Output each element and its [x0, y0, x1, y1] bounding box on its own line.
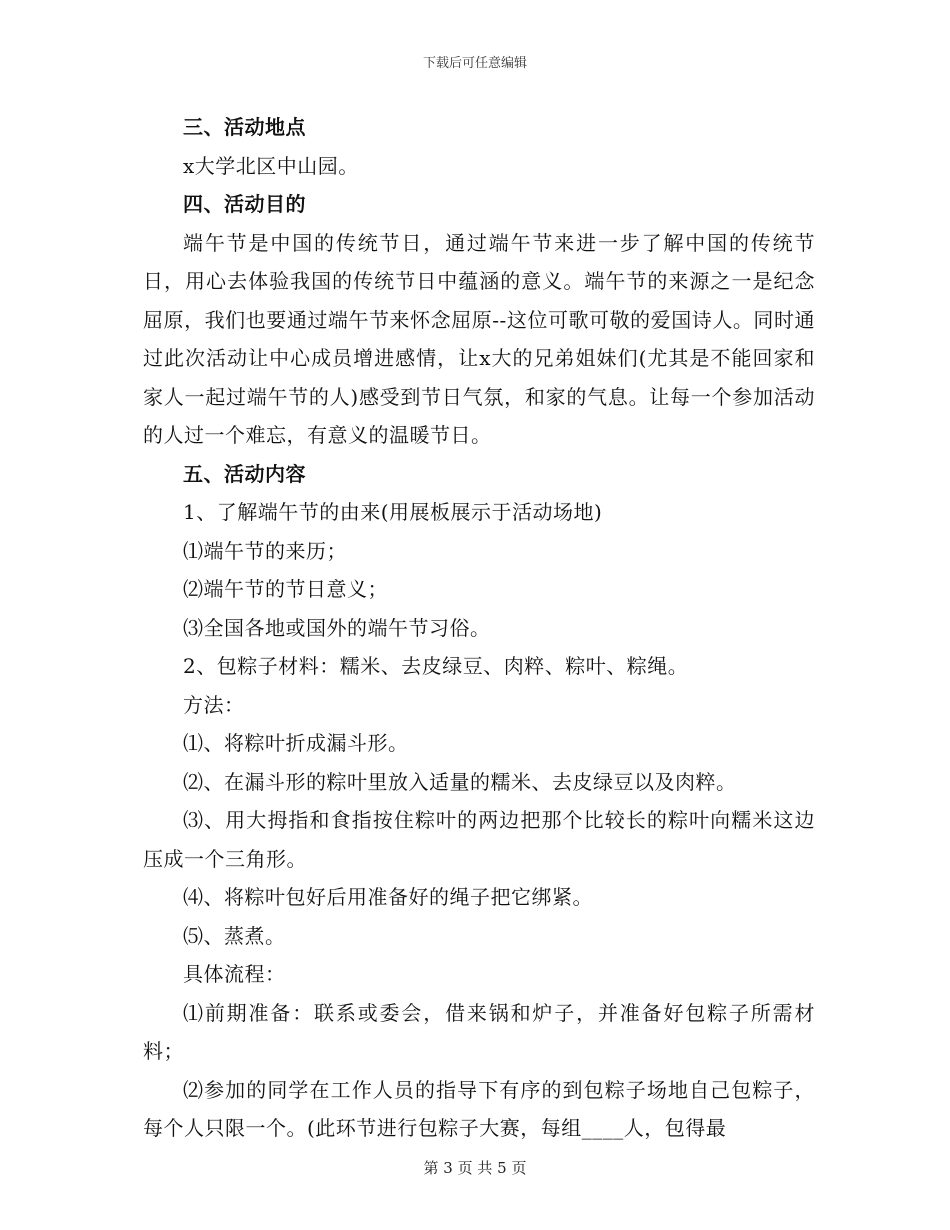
- paragraph-item-1: 1、了解端午节的由来(用展板展示于活动场地): [183, 500, 603, 524]
- page-number: 第 3 页 共 5 页: [423, 1159, 527, 1177]
- paragraph-subitem-2: ⑵端午节的节日意义；: [183, 577, 388, 601]
- paragraph-item-2: 2、包粽子材料：糯米、去皮绿豆、肉粹、粽叶、粽绳。: [183, 654, 689, 678]
- paragraph-method-step-3: ⑶、用大拇指和食指按住粽叶的两边把那个比较长的粽叶向糯米这边压成一个三角形。: [143, 808, 815, 871]
- paragraph-subitem-3: ⑶全国各地或国外的端午节习俗。: [183, 615, 491, 640]
- paragraph-method-step-2: ⑵、在漏斗形的粽叶里放入适量的糯米、去皮绿豆以及肉粹。: [183, 769, 737, 794]
- section-heading-location: 三、活动地点: [183, 115, 306, 139]
- paragraph-process-label: 具体流程：: [183, 962, 286, 986]
- paragraph-method-step-5: ⑸、蒸煮。: [183, 923, 286, 948]
- paragraph-method-step-1: ⑴、将粽叶折成漏斗形。: [183, 731, 409, 755]
- document-body: [143, 108, 815, 1148]
- paragraph-process-step-2: ⑵参加的同学在工作人员的指导下有序的到包粽子场地自己包粽子，每个人只限一个。(此环节进行包粽子大赛，每组____人，包得最: [143, 1077, 815, 1140]
- paragraph-purpose: 端午节是中国的传统节日，通过端午节来进一步了解中国的传统节日，用心去体验我国的传统节日中蕴涵的意义。端午节的来源之一是纪念屈原，我们也要通过端午节来怀念屈原--这位可歌可敬的爱国诗人。同时通过此次活动让中心成员增进感情，让x大的兄弟姐妹们(尤其是不能回家和家人一起过端午节的人)感受到节日气氛，和家的气息。让每一个参加活动的人过一个难忘，有意义的温暖节日。: [143, 230, 815, 447]
- paragraph-subitem-1: ⑴端午节的来历；: [183, 538, 347, 563]
- paragraph-method-step-4: ⑷、将粽叶包好后用准备好的绳子把它绑紧。: [183, 885, 593, 909]
- paragraph-process-step-1: ⑴前期准备：联系或委会，借来锅和炉子，并准备好包粽子所需材料；: [143, 1000, 815, 1063]
- paragraph-method-label: 方法：: [183, 692, 245, 717]
- section-heading-purpose: 四、活动目的: [183, 192, 306, 216]
- page-header-note: 下载后可任意编辑: [422, 56, 527, 71]
- paragraph-location: x大学北区中山园。: [183, 153, 359, 178]
- section-heading-content: 五、活动内容: [183, 461, 306, 486]
